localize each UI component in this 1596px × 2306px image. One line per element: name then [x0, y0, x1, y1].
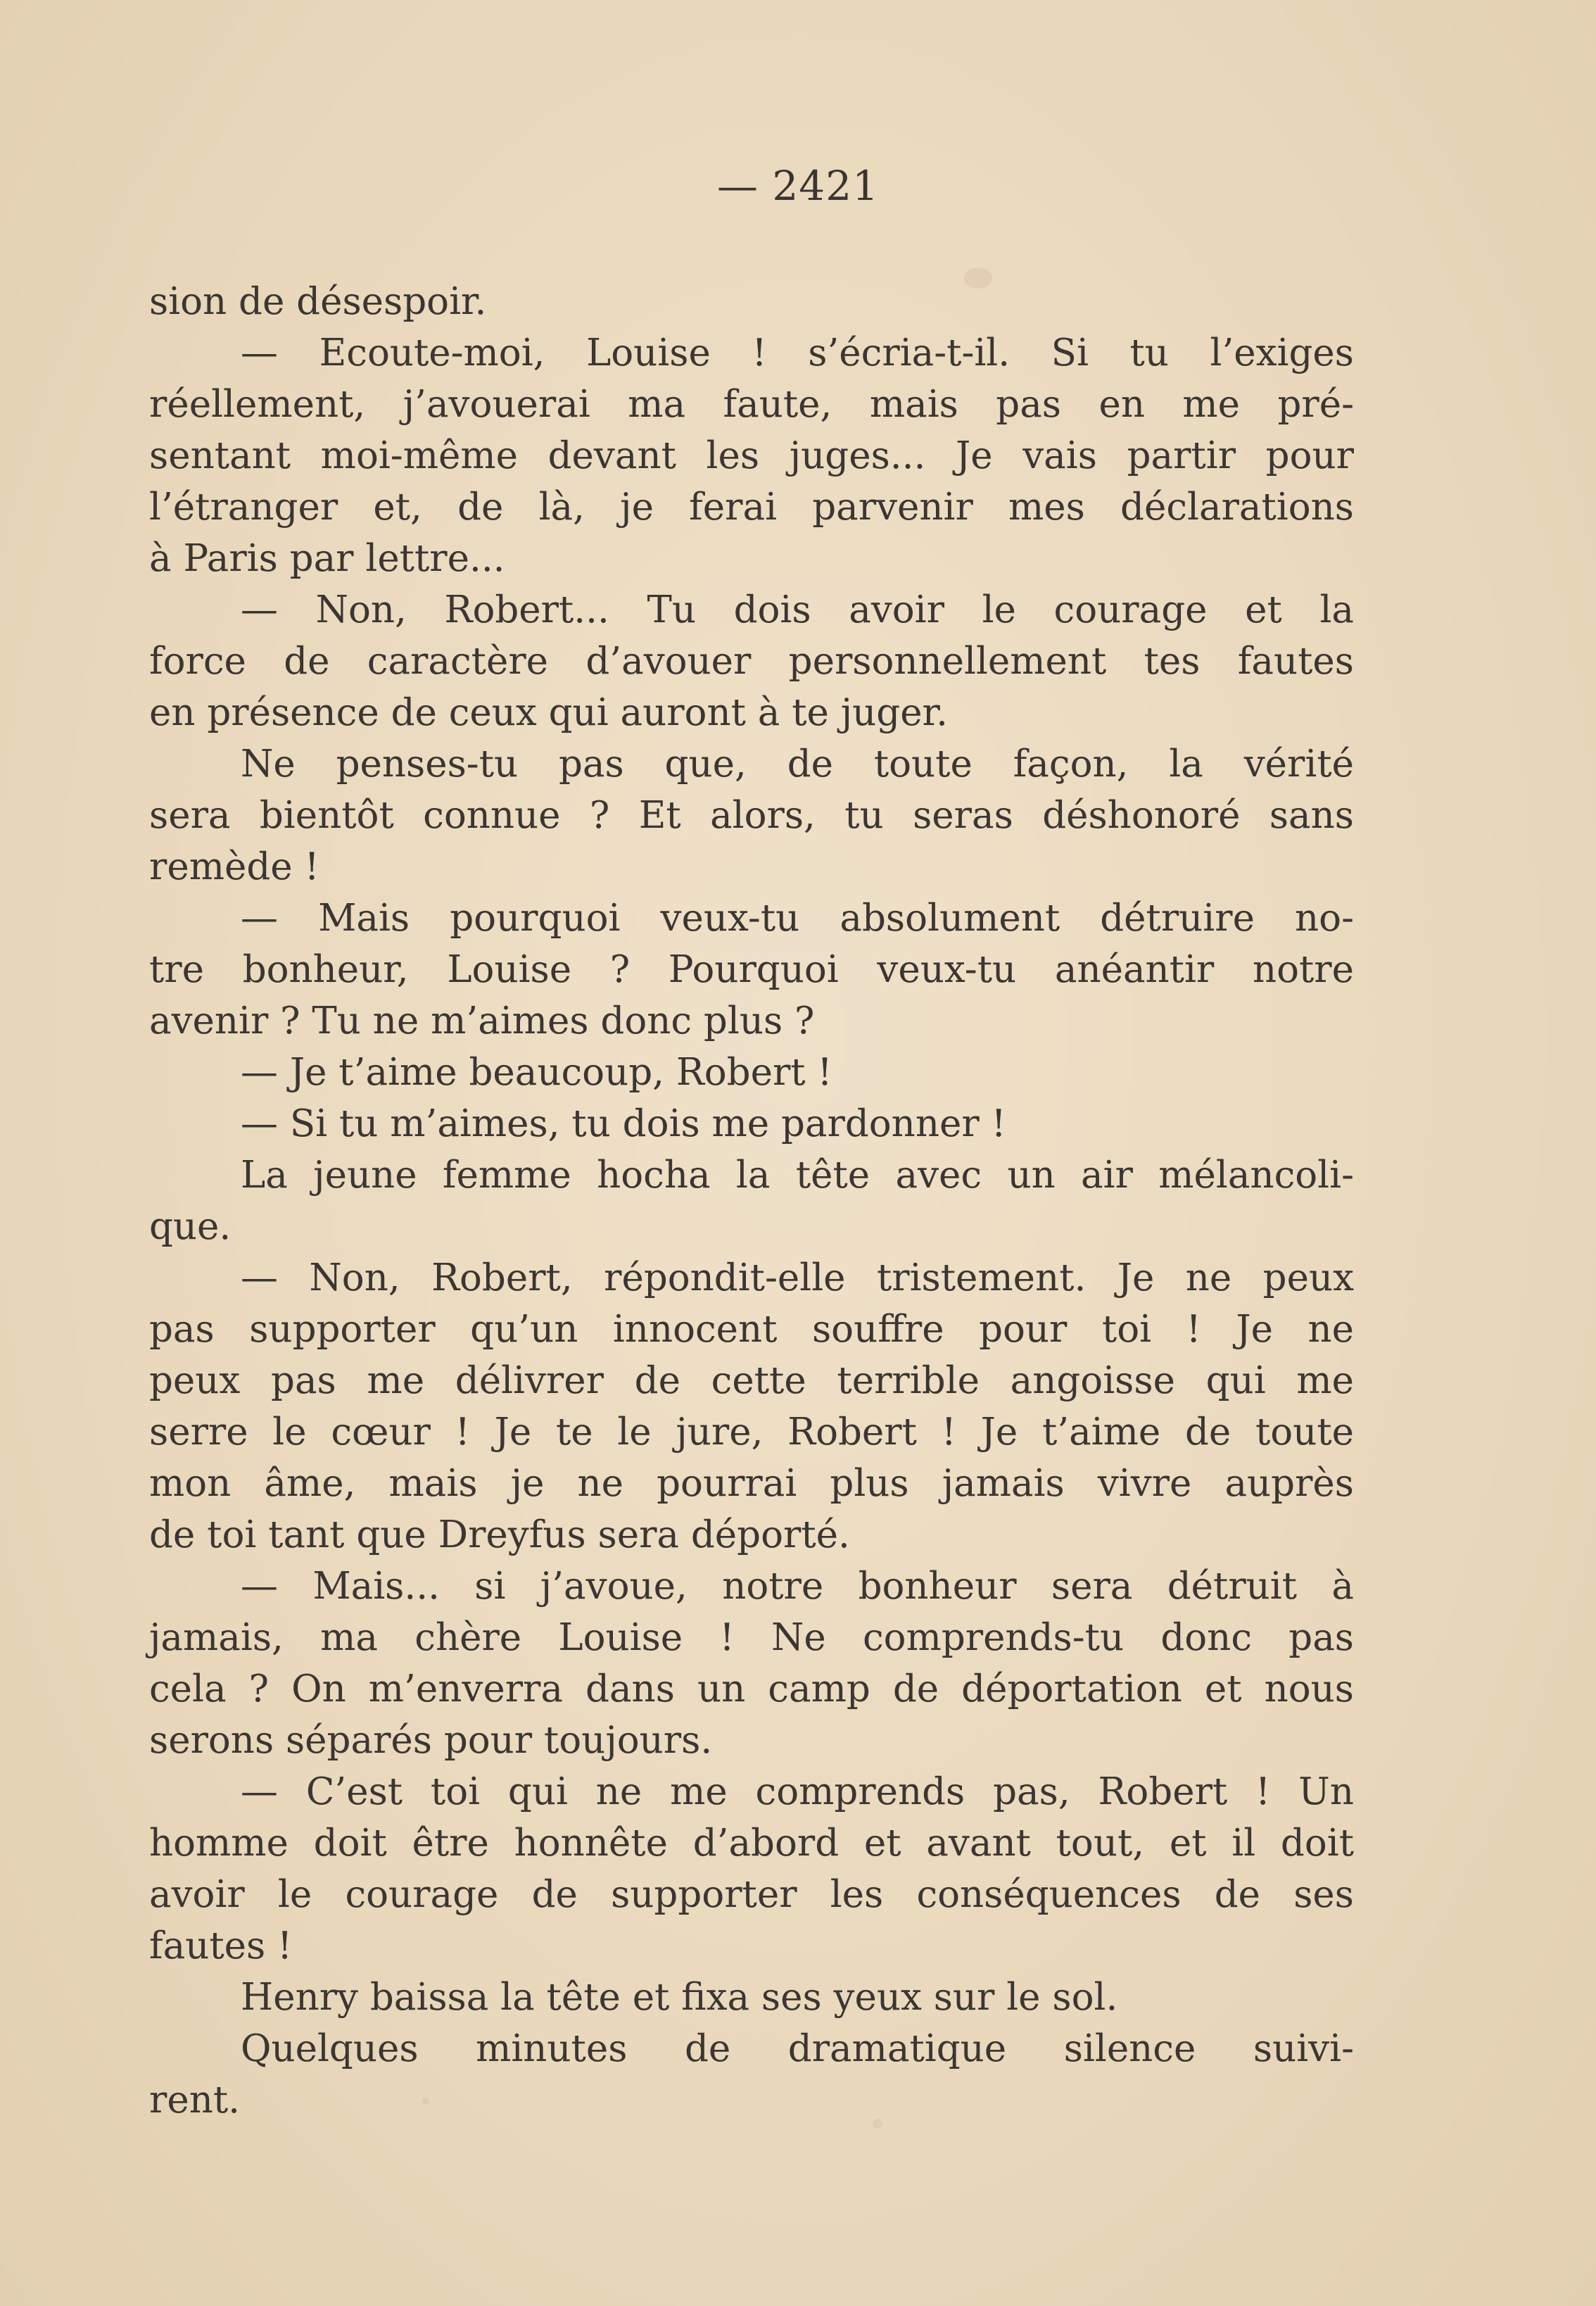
text-line: remède ! [149, 845, 319, 888]
text-line: en présence de ceux qui auront à te juger. [149, 691, 948, 734]
text-line: peux pas me délivrer de cette terrible angoisse qui me [149, 1359, 1354, 1402]
text-line: homme doit être honnête d’abord et avant tout, et il doit [149, 1822, 1354, 1865]
text-line: cela ? On m’enverra dans un camp de déportation et nous [149, 1668, 1354, 1710]
text-line: — Mais... si j’avoue, notre bonheur sera détruit à [241, 1565, 1354, 1608]
text-line: force de caractère d’avouer personnellement tes fautes [149, 640, 1354, 683]
text-line: serons séparés pour toujours. [149, 1719, 713, 1762]
text-line: pas supporter qu’un innocent souffre pour toi ! Je ne [149, 1308, 1354, 1351]
text-line: — Si tu m’aimes, tu dois me pardonner ! [241, 1102, 1006, 1145]
text-line: jamais, ma chère Louise ! Ne comprends-tu donc pas [149, 1616, 1354, 1659]
text-line: de toi tant que Dreyfus sera déporté. [149, 1513, 850, 1556]
text-line: tre bonheur, Louise ? Pourquoi veux-tu anéantir notre [149, 948, 1354, 991]
text-line: l’étranger et, de là, je ferai parvenir mes déclarations [149, 486, 1354, 529]
text-line: Quelques minutes de dramatique silence suivi- [241, 2027, 1354, 2070]
page-number: — 2421 [716, 162, 880, 210]
text-line: fautes ! [149, 1924, 293, 1967]
text-line: — Non, Robert, répondit-elle tristement. Je ne peux [241, 1256, 1354, 1299]
text-line: sera bientôt connue ? Et alors, tu seras déshonoré sans [149, 794, 1354, 837]
text-line: à Paris par lettre... [149, 537, 505, 580]
text-line: — Non, Robert... Tu dois avoir le courage et la [241, 588, 1354, 631]
text-line: — Ecoute-moi, Louise ! s’écria-t-il. Si tu l’exiges [241, 332, 1354, 374]
text-line: — Je t’aime beaucoup, Robert ! [241, 1051, 832, 1094]
text-line: La jeune femme hocha la tête avec un air mélancoli- [241, 1154, 1354, 1197]
text-line: sentant moi-même devant les juges... Je vais partir pour [149, 434, 1354, 477]
text-line: Henry baissa la tête et fixa ses yeux sur le sol. [241, 1976, 1118, 2019]
text-line: rent. [149, 2079, 240, 2122]
text-line: — Mais pourquoi veux-tu absolument détruire no- [241, 897, 1354, 940]
text-line: avoir le courage de supporter les conséquences de ses [149, 1873, 1354, 1916]
text-line: Ne penses-tu pas que, de toute façon, la vérité [241, 743, 1354, 786]
text-line: — C’est toi qui ne me comprends pas, Robert ! Un [241, 1770, 1354, 1813]
text-line: avenir ? Tu ne m’aimes donc plus ? [149, 1000, 815, 1042]
text-line: mon âme, mais je ne pourrai plus jamais vivre auprès [149, 1462, 1354, 1505]
text-line: réellement, j’avouerai ma faute, mais pas en me pré- [149, 383, 1354, 426]
text-line: que. [149, 1205, 232, 1248]
text-line: sion de désespoir. [149, 280, 487, 323]
body-text [149, 276, 1354, 2126]
text-line: serre le cœur ! Je te le jure, Robert ! Je t’aime de toute [149, 1411, 1354, 1454]
